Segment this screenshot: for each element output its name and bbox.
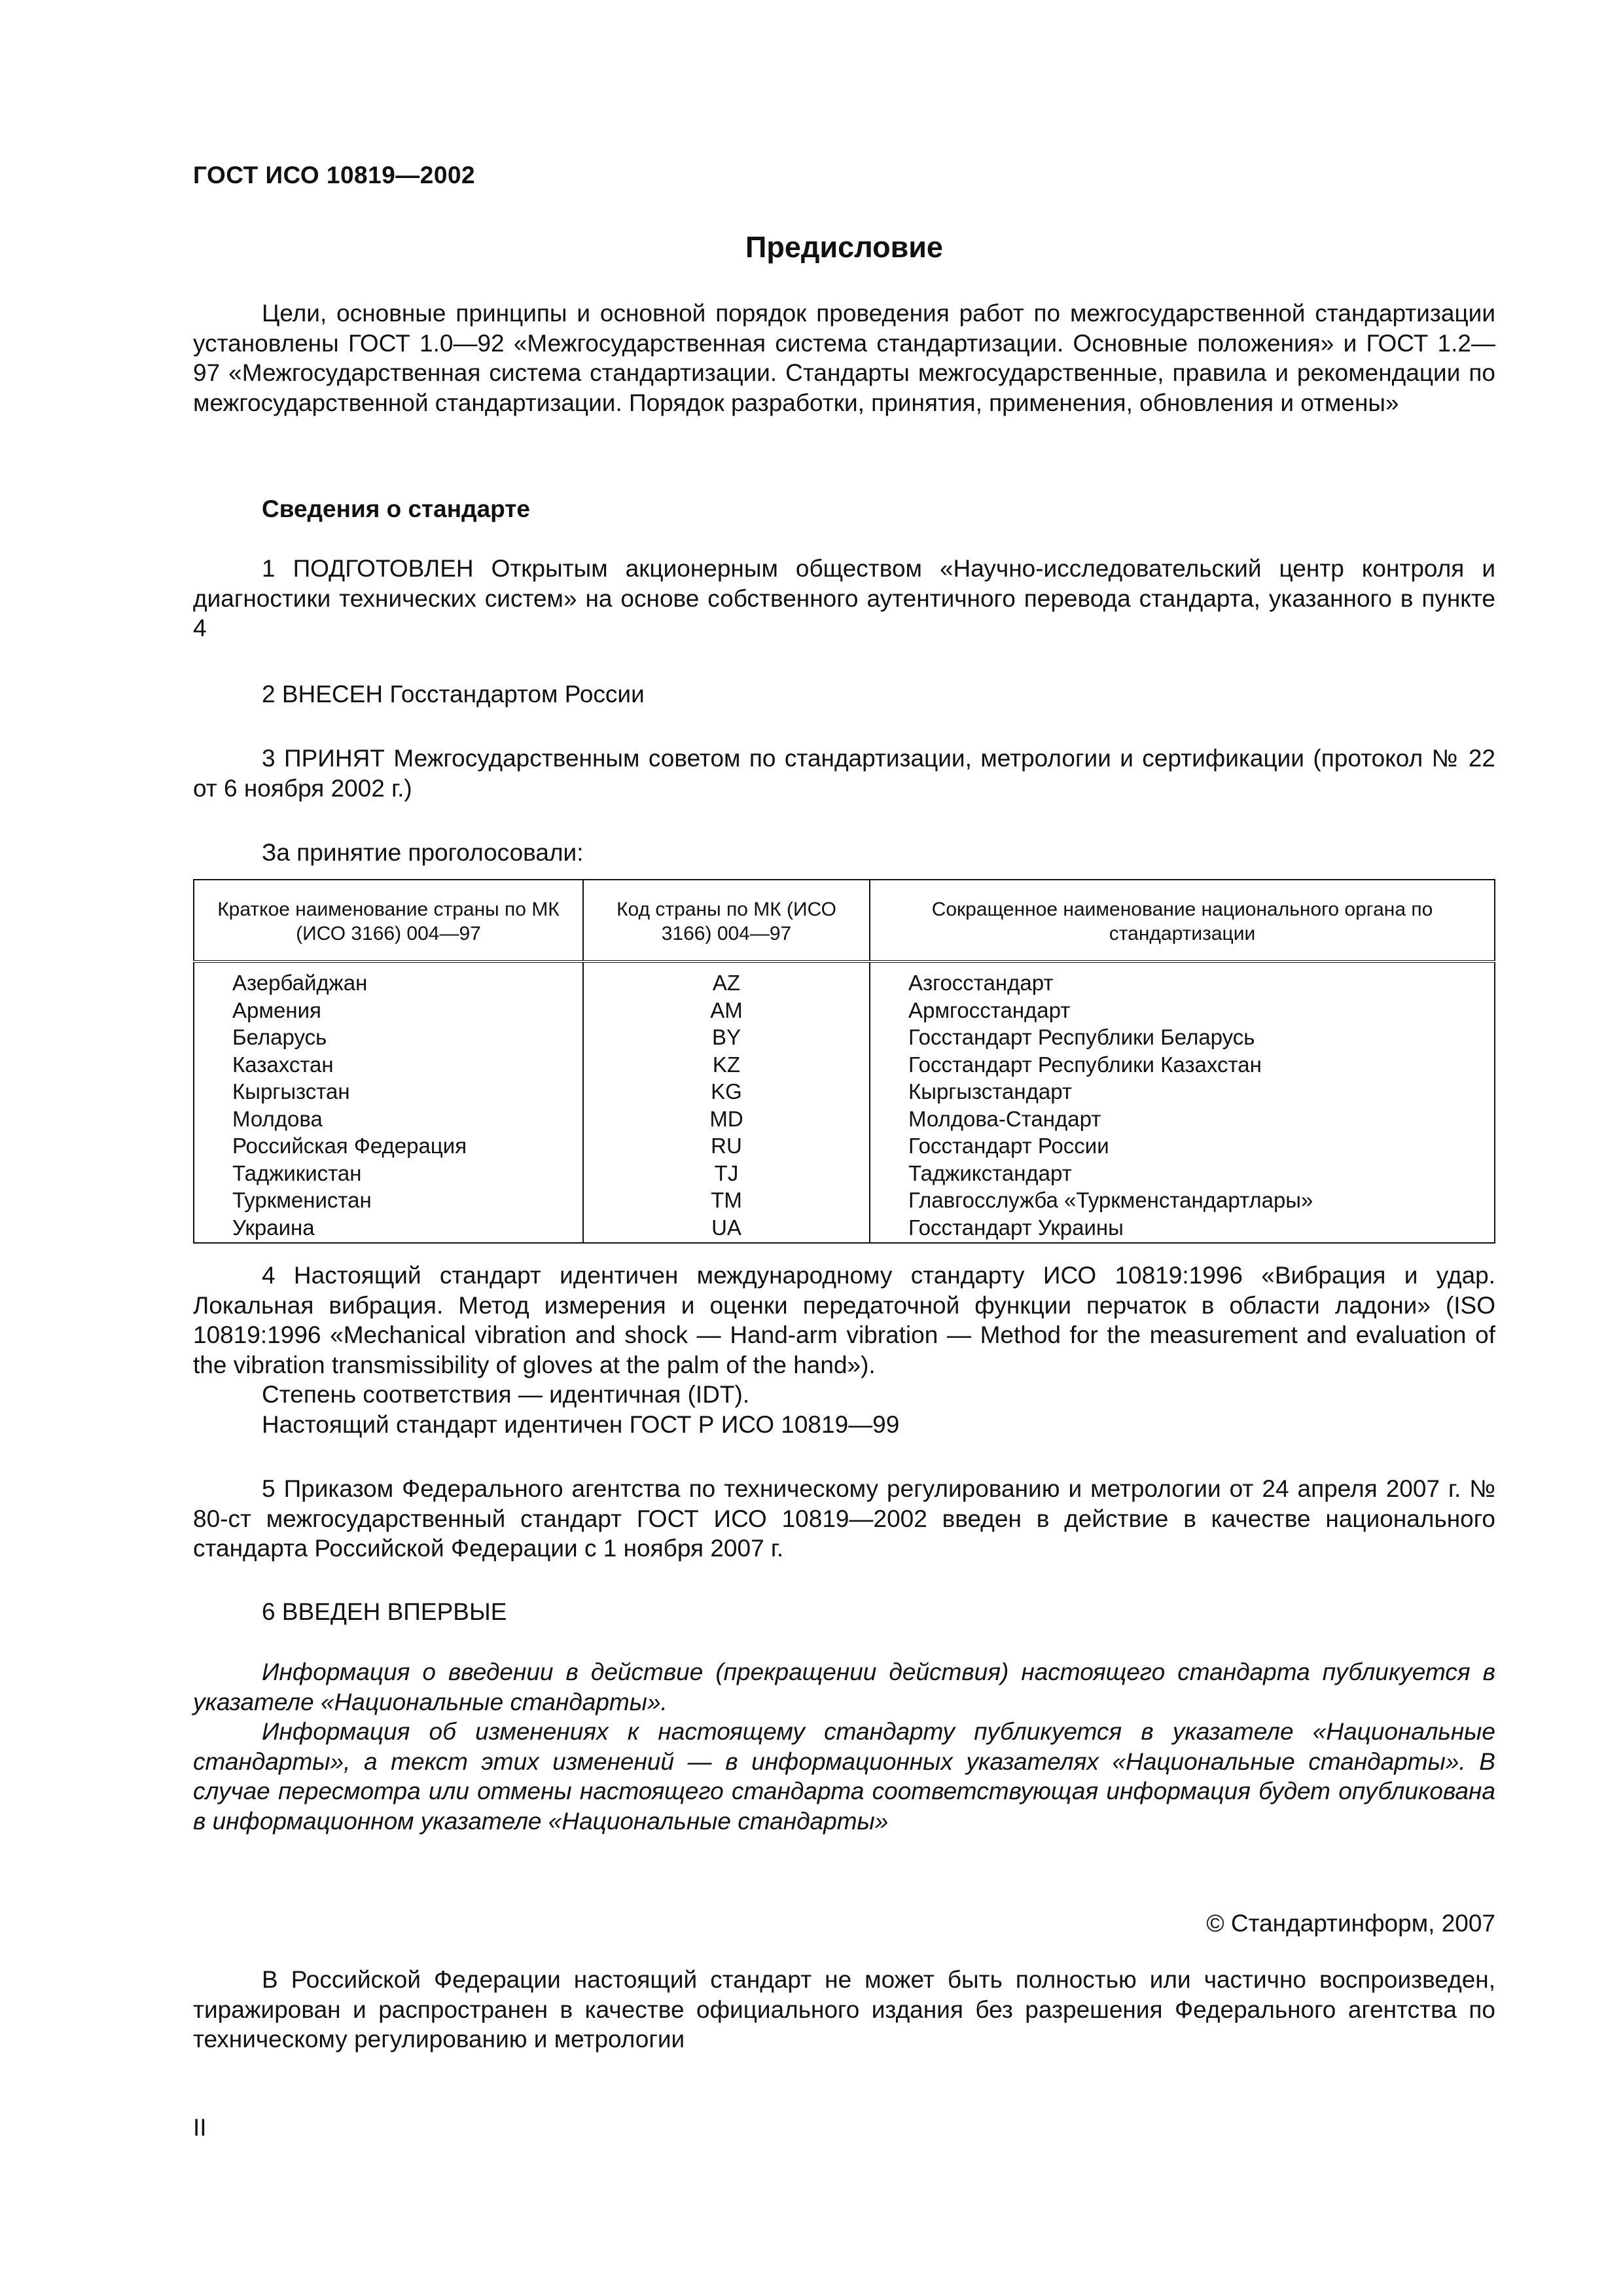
table-header-row	[194, 880, 1495, 961]
item-4	[193, 1261, 1495, 1439]
item-4-text: 4 Настоящий стандарт идентичен международному стандарту ИСО 10819:1996 «Вибрация и удар. Локальная вибрация. Метод измерения и оценки передаточной функции перчаток в области ладони» (ISO 10819:1996 «Mechanical vibration and shock — Hand-arm vibration — Method for the measurement and evaluation of the vibration transmissibility of gloves at the palm of the hand»).	[193, 1262, 1495, 1378]
intro-paragraph: Цели, основные принципы и основной порядок проведения работ по межгосударственной стандартизации установлены ГОСТ 1.0—92 «Межгосударственная система стандартизации. Основные положения» и ГОСТ 1.2—97 «Межгосударственная система стандартизации. Стандарты межгосударственные, правила и рекомендации по межгосударственной стандартизации. Порядок разработки, принятия, применения, обновления и отмены»	[193, 300, 1495, 416]
country-name: Армения	[194, 997, 583, 1024]
national-body: Таджикстандарт	[870, 1160, 1495, 1187]
national-body: Госстандарт Республики Казахстан	[870, 1051, 1495, 1079]
table-row	[194, 1024, 1495, 1051]
page-number: II	[193, 2114, 207, 2141]
country-code: TM	[583, 1187, 870, 1214]
notice-section	[193, 1965, 1495, 2054]
country-name: Казахстан	[194, 1051, 583, 1079]
header-country-code: Код страны по МК (ИСО 3166) 004—97	[583, 880, 870, 961]
info-section	[193, 1657, 1495, 1836]
country-name: Украина	[194, 1214, 583, 1244]
country-name: Молдова	[194, 1105, 583, 1133]
country-code: AM	[583, 997, 870, 1024]
table-row	[194, 1214, 1495, 1244]
country-name: Беларусь	[194, 1024, 583, 1051]
table-row	[194, 1160, 1495, 1187]
item-2-text: 2 ВНЕСЕН Госстандартом России	[262, 681, 645, 708]
subheading-block	[193, 494, 1495, 524]
national-body: Госстандарт Украины	[870, 1214, 1495, 1244]
item-2	[193, 679, 1495, 709]
country-code: UA	[583, 1214, 870, 1244]
page-title: Предисловие	[745, 230, 943, 264]
country-code: BY	[583, 1024, 870, 1051]
info-paragraph-2: Информация об изменениях к настоящему стандарту публикуется в указателе «Национальные стандарты», а текст этих изменений — в информационных указателях «Национальные стандарты». В случае пересмотра или отмены настоящего стандарта соответствующая информация будет опубликована в информационном указателе «Национальные стандарты»	[193, 1718, 1495, 1835]
country-code: KZ	[583, 1051, 870, 1079]
national-body: Госстандарт Республики Беларусь	[870, 1024, 1495, 1051]
item-6	[193, 1597, 1495, 1627]
item-3	[193, 744, 1495, 803]
item-1	[193, 554, 1495, 643]
table-row	[194, 1187, 1495, 1214]
country-code: RU	[583, 1132, 870, 1160]
country-code: TJ	[583, 1160, 870, 1187]
item-5-text: 5 Приказом Федерального агентства по техническому регулированию и метрологии от 24 апреля 2007 г. № 80-ст межгосударственный стандарт ГОСТ ИСО 10819—2002 введен в действие в качестве национального стандарта Российской Федерации с 1 ноября 2007 г.	[193, 1475, 1495, 1562]
item-4-degree: Степень соответствия — идентичная (IDT).	[262, 1381, 750, 1408]
country-name: Туркменистан	[194, 1187, 583, 1214]
country-name: Таджикистан	[194, 1160, 583, 1187]
notice-paragraph: В Российской Федерации настоящий стандарт не может быть полностью или частично воспроизведен, тиражирован и распространен в качестве официального издания без разрешения Федерального агентства по техническому регулированию и метрологии	[193, 1966, 1495, 2053]
table-row	[194, 1078, 1495, 1105]
country-code: KG	[583, 1078, 870, 1105]
copyright: © Стандартинформ, 2007	[1206, 1910, 1495, 1937]
table-row	[194, 961, 1495, 997]
table-row	[194, 1105, 1495, 1133]
national-body: Кыргызстандарт	[870, 1078, 1495, 1105]
vote-label-block	[193, 838, 1495, 868]
country-code: AZ	[583, 961, 870, 997]
national-body: Главгосслужба «Туркменстандартлары»	[870, 1187, 1495, 1214]
header-country-name: Краткое наименование страны по МК (ИСО 3166) 004—97	[194, 880, 583, 961]
item-1-text: 1 ПОДГОТОВЛЕН Открытым акционерным обществом «Научно-исследовательский центр контроля и диагностики технических систем» на основе собственного аутентичного перевода стандарта, указанного в пункте 4	[193, 555, 1495, 641]
table-row	[194, 1132, 1495, 1160]
national-body: Молдова-Стандарт	[870, 1105, 1495, 1133]
national-body: Армгосстандарт	[870, 997, 1495, 1024]
table-row	[194, 1051, 1495, 1079]
country-name: Кыргызстан	[194, 1078, 583, 1105]
item-5	[193, 1474, 1495, 1564]
country-name: Российская Федерация	[194, 1132, 583, 1160]
item-3-text: 3 ПРИНЯТ Межгосударственным советом по стандартизации, метрологии и сертификации (протокол № 22 от 6 ноября 2002 г.)	[193, 745, 1495, 802]
header-national-body: Сокращенное наименование национального органа по стандартизации	[870, 880, 1495, 961]
document-code: ГОСТ ИСО 10819—2002	[193, 162, 476, 188]
item-4-identical: Настоящий стандарт идентичен ГОСТ Р ИСО 10819—99	[262, 1410, 900, 1438]
item-6-text: 6 ВВЕДЕН ВПЕРВЫЕ	[262, 1598, 507, 1625]
countries-table	[193, 879, 1495, 1244]
info-paragraph-1: Информация о введении в действие (прекращении действия) настоящего стандарта публикуется в указателе «Национальные стандарты».	[193, 1659, 1495, 1715]
national-body: Азгосстандарт	[870, 961, 1495, 997]
national-body: Госстандарт России	[870, 1132, 1495, 1160]
subheading: Сведения о стандарте	[262, 495, 530, 522]
table-row	[194, 997, 1495, 1024]
vote-label: За принятие проголосовали:	[262, 839, 584, 866]
intro-section	[193, 298, 1495, 418]
country-name: Азербайджан	[194, 961, 583, 997]
country-code: MD	[583, 1105, 870, 1133]
